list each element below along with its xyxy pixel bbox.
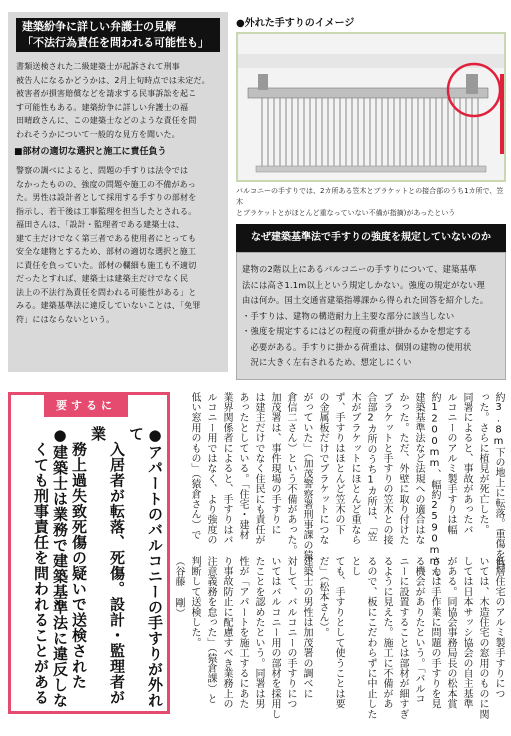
caption-line: とブラケットとがほとんど重なっていない不備が指摘)があったという — [236, 209, 456, 217]
body-column: しては日本サッシ協会の自主基準 — [461, 556, 472, 709]
body-column: 木がブラケットにほとんど重なら — [349, 392, 360, 545]
body-column: 倉信二さん）という不備があった。 — [285, 392, 296, 556]
body-column: るように見えた。施工に不備があ — [381, 556, 392, 709]
body-column: 建築基準法など法規への適合はな — [413, 392, 424, 545]
summary-label: 要するに — [44, 395, 128, 417]
why-line: ・手すりは、建物の構造耐力上主要な部分に該当しない — [242, 310, 455, 321]
body-column: （谷藤 剛） — [173, 556, 184, 619]
expert-para2-line: みる。建築基準法に違反していないことは、「免罪 — [16, 301, 201, 310]
article-body-lower — [173, 556, 506, 728]
summary-point1-line: ●アパートのバルコニーの手すりが外れて — [127, 426, 164, 708]
handrail-drawing — [238, 34, 504, 180]
body-column: る機会がありたという。「バルコ — [413, 556, 424, 704]
body-column: 低層住宅のアルミ製手すりにつ — [493, 556, 504, 699]
expert-para2-line: 福田さんは、「設計・監理者である建築士は、 — [16, 220, 185, 229]
why-line: 由は何か。国土交通省建築指導課から得られた回答を紹介した。 — [242, 295, 489, 305]
body-column: 性が「アパートを施工するにあた — [237, 556, 248, 709]
body-column: ても、手すりとして使うことは要 — [333, 556, 344, 709]
expert-subhead: ■部材の適切な選択と施工に責任負う — [14, 147, 167, 157]
body-column: がっていた」（加茂警察署刑事課の猿 — [301, 392, 312, 561]
why-box-title: なぜ建築基準法で手すりの強度を規定していないのか — [236, 224, 506, 252]
summary-text — [18, 426, 164, 712]
body-column: り事故防止に配慮すべき業務上の — [221, 556, 232, 709]
caption-line: バルコニーの手すりでは、2カ所ある笠木とブラケットとの接合部のうち1カ所で、笠木 — [236, 187, 504, 206]
expert-box-title — [16, 18, 220, 52]
body-column: ず、手すりはほとんど笠木の下 — [333, 392, 344, 535]
body-column: ルコニーのアルミ製手すりは幅 — [445, 392, 456, 535]
body-column: 対して、バルコニーの手すりにつ — [285, 556, 296, 709]
why-line: 況に大きく左右されるため、想定しにくい — [242, 357, 412, 367]
body-column: がある。同協会事務局長の松本賞 — [445, 556, 456, 709]
body-column: あったとしている。「住宅・建材 — [237, 392, 248, 540]
expert-para1-line: 被害者が損害賠償などを請求する民事訴訟を起こ — [16, 89, 197, 98]
expert-para2-line: 指示し、若干後は工事監理を担当したとされる。 — [16, 206, 197, 216]
body-column: ルコニー用ではなく、より強度の — [205, 392, 216, 545]
image-caption — [236, 186, 506, 217]
handrail-illustration — [236, 32, 506, 182]
body-column: 判断して送検した。 — [189, 556, 200, 648]
summary-point1-line: 務上過失致死傷の疑いで送検された — [70, 426, 88, 690]
body-column: いてはバルコニー用の部材を採用し — [269, 556, 280, 720]
expert-para1-line: 田晴政さんに、この建築士などのような責任を問 — [16, 116, 197, 125]
image-title: ●外れた手すりのイメージ — [236, 18, 355, 29]
body-column: は建主だけでなく住民にも責任が — [253, 392, 264, 545]
expert-para1-line: す可能性もある。建築紛争に詳しい弁護士の福 — [16, 102, 189, 112]
expert-para1-line: 書類送検された二級建築士が起訴されて刑事 — [16, 62, 180, 71]
expert-para2-line: 警察の調べによると、問題の手すりは法令では — [16, 166, 189, 175]
expert-para2-line: 法上の不法行為責任を問われる可能性がある」と — [16, 287, 197, 297]
body-column: ニーに設置することは部材が細すぎ — [397, 556, 408, 720]
why-box-text — [242, 262, 502, 371]
body-column: 約3.8m下の地上に転落。重傷を負 — [493, 392, 504, 570]
body-column: 業界関係者によると、手すりはバ — [221, 392, 232, 545]
expert-para2-line: 安全な建物とするため、部材の適切な選択と施工 — [16, 247, 197, 256]
body-column: 加茂署は、事件現場の手すりに — [269, 392, 280, 535]
expert-title-line2: 「不法行為責任を問われる可能性も」 — [22, 36, 209, 49]
expert-para2-line: 符」にはならないという。 — [16, 314, 115, 324]
why-line: 必要がある。手すりに掛かる荷重は、個別の建物の使用状 — [242, 341, 472, 352]
expert-para2-line: なかったものの、強度の問題や施工の不備があっ — [16, 179, 196, 189]
why-line: ・強度を規定するにはどの程度の荷重が掛かるかを想定する — [242, 326, 472, 336]
body-column: 同署によると、事故があったバ — [461, 392, 472, 535]
body-column: かった。ただ、外壁に取り付けた — [397, 392, 408, 545]
expert-para2-line: 建て主だけでなく第三者である使用者にとっても — [16, 233, 197, 243]
body-column: さんは手作業に問題の手すりを見 — [429, 556, 440, 709]
summary-point2-line: くても刑事責任を問われることがある — [32, 426, 50, 705]
expert-para1-line: われそうかについて一般的な見方を聞いた。 — [16, 129, 180, 139]
summary-point2-line: ●建築士は業務で建築基準法に違反しな — [51, 426, 69, 708]
body-column: だ」（松本さん）。 — [317, 556, 328, 638]
why-line: 法には高さ1.1m以上という規定しかない。強度の規定がない理 — [242, 279, 485, 290]
why-line: 建物の2階以上にあるバルコニーの手すりについて、建築基準 — [242, 264, 477, 274]
expert-para2-line: だったとすれば、建築士は建築主だけでなく民 — [16, 274, 189, 283]
body-column: った。さらに植見が死亡した。 — [477, 392, 488, 535]
expert-para2-line: た。男性は設計者として採用する手すりの部材を — [16, 193, 197, 202]
expert-title-line1: 建築紛争に詳しい弁護士の見解 — [22, 20, 176, 33]
body-column: の金属板だけでブラケットにつな — [317, 392, 328, 545]
expert-para2-line: に責任を負っていた。部材の欄細も施工も不適切 — [16, 260, 197, 270]
body-column: 低い窓用のもの」（猿倉さん）で — [189, 392, 200, 540]
body-column: 建築士の男性は加茂署の調べに — [301, 556, 312, 699]
body-column: いては、木造住宅の窓用のものに関 — [477, 556, 488, 720]
body-column: 約1200mm、幅約2590mmで、 — [429, 392, 440, 588]
body-column: たことを認めたという。同署は男 — [253, 556, 264, 709]
expert-para2 — [16, 164, 222, 326]
summary-point1-line: 入居者が転落、死傷。設計・監理者が業 — [89, 426, 126, 705]
expert-para1-line: 被告人になるかどうかは、2月上旬時点では未定だ。 — [16, 75, 210, 85]
body-column: ブラケットと手すりの笠木との接 — [381, 392, 392, 545]
body-column: るので、板にこだわらずに中止したとし — [349, 556, 376, 720]
body-column: 注意義務を怠った」（猿倉課）と — [205, 556, 216, 704]
expert-para1 — [16, 60, 222, 141]
body-column: 合部2カ所のうち1カ所は、「笠 — [365, 392, 376, 542]
